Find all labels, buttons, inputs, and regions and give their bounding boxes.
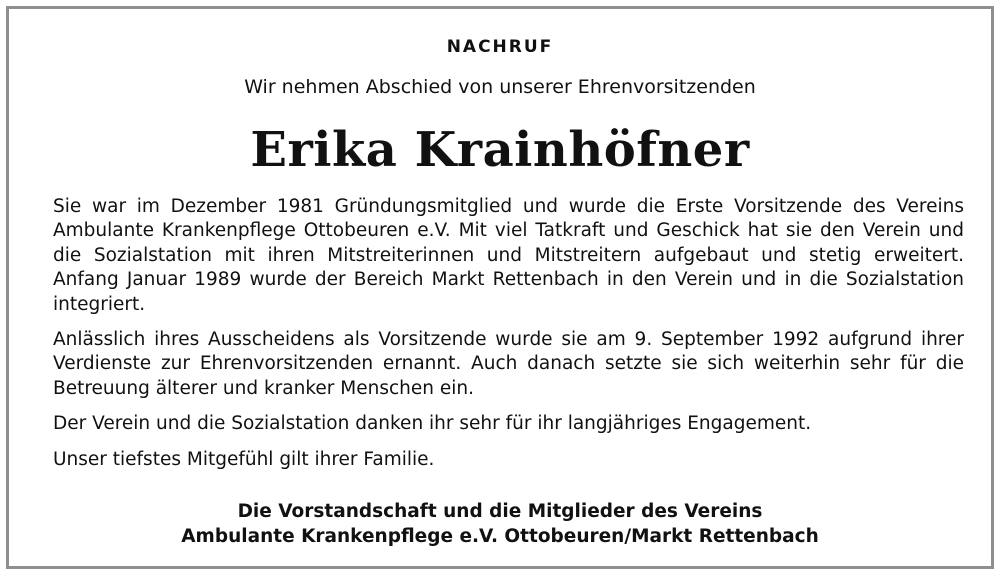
obituary-body (53, 195, 964, 472)
obituary-frame (6, 6, 994, 569)
paragraph-founding: Sie war im Dezember 1981 Gründungsmitglied und wurde die Erste Vorsitzende des Vereins Ambulante Krankenpflege Ottobeuren e.V. Mit viel Tatkraft und Geschick hat sie den Verein und die Sozialstation mit ihren Mitstreiterinnen und Mitstreitern aufgebaut und stetig erweitert. Anfang Januar 1989 wurde der Bereich Markt Rettenbach in den Verein und in die Sozialstation integriert. (53, 196, 964, 315)
signature-line-2: Ambulante Krankenpflege e.V. Ottobeuren/Markt Rettenbach (181, 526, 819, 547)
signature-line-1: Die Vorstandschaft und die Mitglieder des Vereins (237, 501, 763, 522)
intro-line: Wir nehmen Abschied von unserer Ehrenvorsitzenden (244, 76, 756, 98)
paragraph-honorary: Anlässlich ihres Ausscheidens als Vorsitzende wurde sie am 9. September 1992 aufgrund ihrer Verdienste zur Ehrenvorsitzenden ernannt. Auch danach setzte sie sich weiterhin sehr für die Betreuung älterer und kranker Menschen ein. (53, 329, 964, 399)
deceased-name: Erika Krainhöfner (250, 122, 750, 178)
paragraph-condolence: Unser tiefstes Mitgefühl gilt ihrer Familie. (53, 448, 435, 470)
signature-block (9, 499, 991, 549)
heading: NACHRUF (446, 37, 554, 57)
paragraph-thanks: Der Verein und die Sozialstation danken ihr sehr für ihr langjähriges Engagement. (53, 413, 812, 435)
